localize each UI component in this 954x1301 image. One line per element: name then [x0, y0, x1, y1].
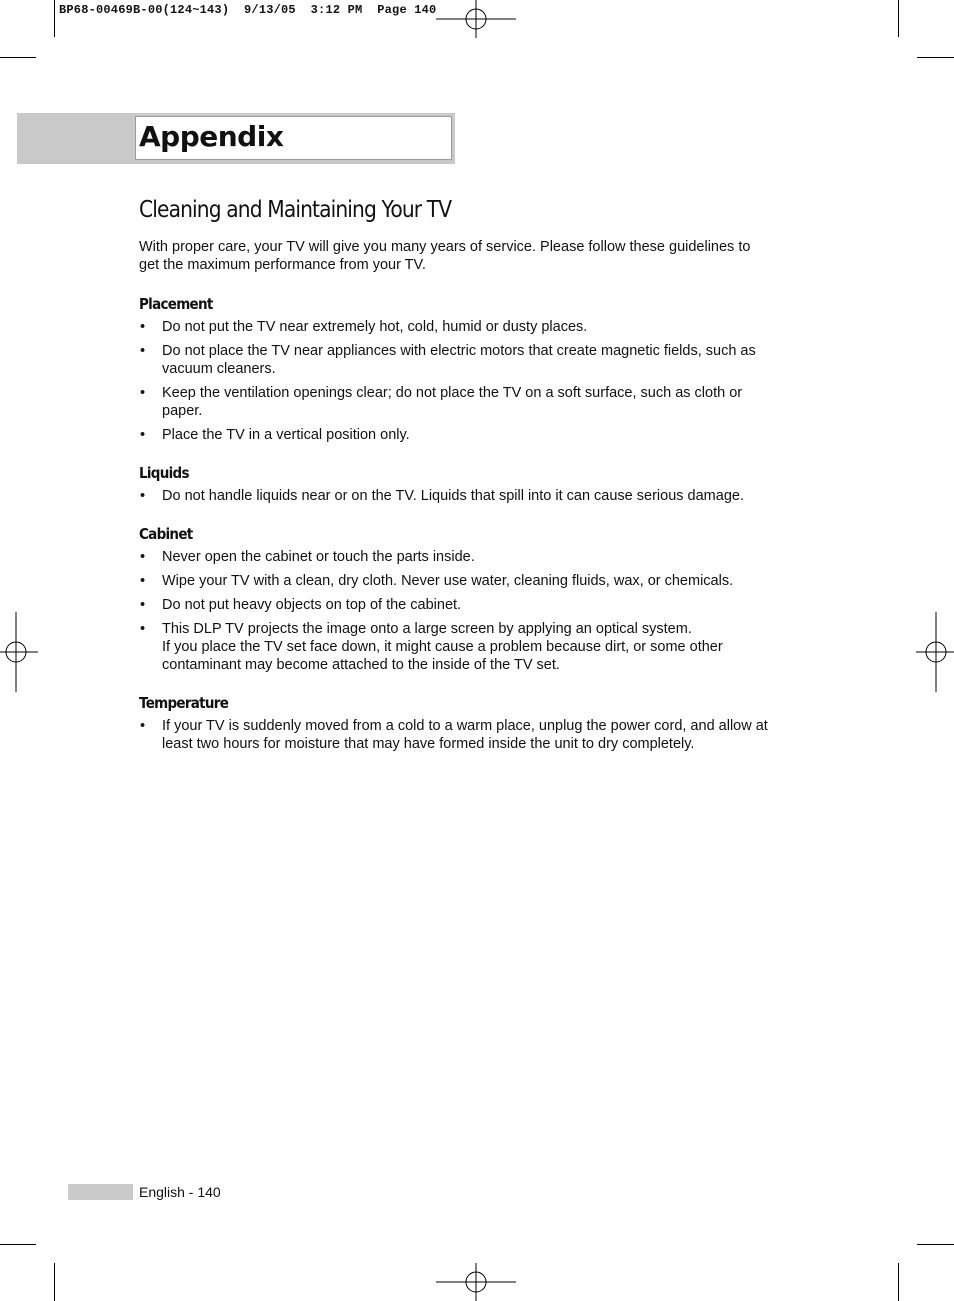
section-title: Appendix	[139, 120, 284, 153]
bullet-text: This DLP TV projects the image onto a large screen by applying an optical system. If you place the TV set face down, it might cause a problem because dirt, or some other contaminant may become attached to the inside of the TV set.	[162, 621, 723, 673]
page-title: Cleaning and Maintaining Your TV	[139, 197, 452, 223]
crop-mark	[898, 0, 899, 37]
crop-mark	[54, 0, 55, 37]
bullet-text: Wipe your TV with a clean, dry cloth. Never use water, cleaning fluids, wax, or chemicals.	[162, 573, 734, 589]
crop-mark	[917, 57, 954, 58]
bullet-item	[139, 572, 771, 590]
bullet-text: Keep the ventilation openings clear; do not place the TV on a soft surface, such as cloth or paper.	[162, 385, 743, 419]
bullet-item	[139, 426, 771, 444]
bullet-text: Place the TV in a vertical position only.	[162, 427, 410, 443]
print-slug-line: BP68-00469B-00(124~143) 9/13/05 3:12 PM Page 140	[59, 3, 437, 17]
section-heading-temperature: Temperature	[139, 694, 229, 712]
registration-mark-icon	[0, 612, 38, 692]
page-number: English - 140	[139, 1184, 221, 1200]
page-content	[139, 192, 771, 772]
registration-mark-icon	[436, 0, 516, 38]
bullet-item	[139, 596, 771, 614]
section-heading-cabinet: Cabinet	[139, 525, 193, 543]
section-heading-placement: Placement	[139, 295, 213, 313]
crop-mark	[0, 1244, 36, 1245]
bullet-item	[139, 342, 771, 378]
registration-mark-icon	[436, 1263, 516, 1301]
bullet-list	[139, 717, 771, 753]
section-heading-liquids: Liquids	[139, 464, 189, 482]
bullet-item	[139, 548, 771, 566]
crop-mark	[54, 1263, 55, 1301]
footer-bar	[68, 1184, 133, 1200]
bullet-list	[139, 487, 771, 505]
bullet-item	[139, 620, 771, 674]
crop-mark	[917, 1244, 954, 1245]
intro-paragraph: With proper care, your TV will give you many years of service. Please follow these guidelines to get the maximum performance from your TV.	[139, 239, 751, 273]
bullet-list	[139, 548, 771, 674]
bullet-text: Do not place the TV near appliances with electric motors that create magnetic fields, such as vacuum cleaners.	[162, 343, 756, 377]
crop-mark	[898, 1263, 899, 1301]
bullet-list	[139, 318, 771, 444]
sections-container	[139, 294, 771, 753]
bullet-text: If your TV is suddenly moved from a cold to a warm place, unplug the power cord, and allow at least two hours for moisture that may have formed inside the unit to dry completely.	[162, 718, 768, 752]
bullet-item	[139, 717, 771, 753]
bullet-text: Never open the cabinet or touch the parts inside.	[162, 549, 475, 565]
bullet-item	[139, 487, 771, 505]
bullet-text: Do not handle liquids near or on the TV. Liquids that spill into it can cause serious damage.	[162, 488, 744, 504]
bullet-text: Do not put heavy objects on top of the cabinet.	[162, 597, 462, 613]
bullet-text: Do not put the TV near extremely hot, cold, humid or dusty places.	[162, 319, 588, 335]
bullet-item	[139, 318, 771, 336]
crop-mark	[0, 57, 36, 58]
registration-mark-icon	[916, 612, 954, 692]
bullet-item	[139, 384, 771, 420]
